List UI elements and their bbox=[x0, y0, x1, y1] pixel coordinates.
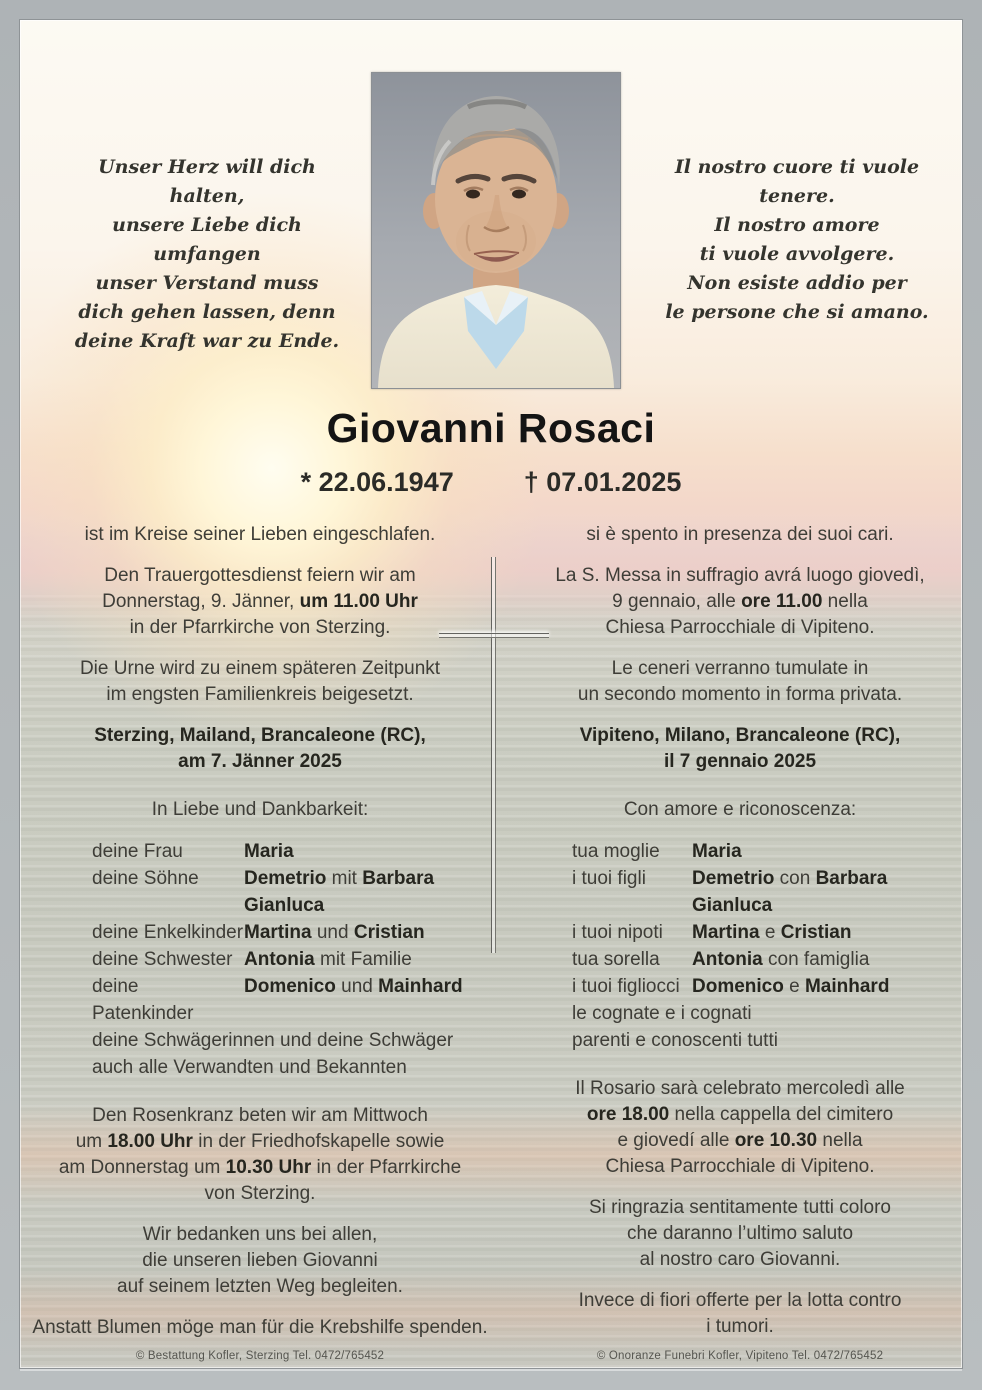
portrait-photo bbox=[371, 72, 621, 389]
relation-label: i tuoi figli bbox=[572, 868, 646, 889]
family-row bbox=[92, 865, 476, 892]
relation-label bbox=[572, 892, 692, 919]
relation-names: Martina und Cristian bbox=[244, 922, 425, 943]
relation-label: deine Enkelkinder bbox=[92, 922, 244, 943]
paragraphs-german-bottom bbox=[32, 1103, 488, 1341]
intro-line-italian: si è spento in presenza dei suoi cari. bbox=[586, 524, 894, 545]
poem-german: Unser Herz will dich halten, unsere Liebe dich umfangen unser Verstand muss dich gehen lassen, denn deine Kraft war zu Ende. bbox=[74, 156, 340, 352]
family-row bbox=[572, 892, 956, 919]
relation-names: Gianluca bbox=[244, 895, 325, 916]
relation-label: i tuoi figliocci bbox=[572, 976, 680, 997]
paragraph: Den Trauergottesdienst feiern wir am Donnerstag, 9. Jänner, um 11.00 Uhr in der Pfarrkirche von Sterzing. bbox=[102, 565, 418, 638]
relation-names: Gianluca bbox=[692, 895, 773, 916]
family-row bbox=[572, 865, 956, 892]
paragraph: Den Rosenkranz beten wir am Mittwoch um 18.00 Uhr in der Friedhofskapelle sowie am Donnerstag um 10.30 Uhr in der Pfarrkirche von Sterzing. bbox=[58, 1105, 462, 1204]
family-row bbox=[92, 946, 476, 973]
column-italian bbox=[524, 522, 956, 1340]
birth-date: * 22.06.1947 bbox=[300, 467, 454, 497]
relation-names: Martina e Cristian bbox=[692, 922, 852, 943]
family-row bbox=[572, 946, 956, 973]
column-german bbox=[32, 522, 488, 1341]
family-row-full: le cognate e i cognati bbox=[572, 1003, 752, 1024]
relation-label bbox=[92, 892, 244, 919]
family-row bbox=[572, 919, 956, 946]
paragraph: Anstatt Blumen möge man für die Krebshilfe spenden. bbox=[32, 1317, 488, 1338]
relation-names: Maria bbox=[692, 841, 742, 862]
relation-names: Demetrio con Barbara bbox=[692, 868, 888, 889]
relation-names: Domenico und Mainhard bbox=[244, 976, 463, 997]
family-list-german bbox=[44, 838, 476, 1081]
life-dates bbox=[20, 467, 962, 498]
family-row bbox=[92, 892, 476, 919]
relation-label: deine Schwester bbox=[92, 949, 233, 970]
relation-label: tua moglie bbox=[572, 841, 660, 862]
memorial-card bbox=[20, 20, 962, 1368]
footer-funeral-home-italian: © Onoranze Funebri Kofler, Vipiteno Tel. 0472/765452 bbox=[596, 1350, 884, 1362]
cross-icon-vertical bbox=[491, 557, 496, 953]
family-row bbox=[572, 973, 956, 1000]
relation-names: Demetrio mit Barbara bbox=[244, 868, 435, 889]
paragraph: La S. Messa in suffragio avrá luogo giovedì, 9 gennaio, alle ore 11.00 nella Chiesa Parrocchiale di Vipiteno. bbox=[555, 565, 925, 638]
relation-label: deine Patenkinder bbox=[92, 976, 194, 1024]
paragraph: In Liebe und Dankbarkeit: bbox=[151, 799, 369, 820]
family-row bbox=[572, 838, 956, 865]
death-date: † 07.01.2025 bbox=[523, 467, 682, 497]
family-row-full: parenti e conoscenti tutti bbox=[572, 1030, 778, 1051]
relation-label: i tuoi nipoti bbox=[572, 922, 663, 943]
family-row bbox=[92, 919, 476, 946]
footer-funeral-home-german: © Bestattung Kofler, Sterzing Tel. 0472/765452 bbox=[135, 1350, 385, 1362]
paragraph: Wir bedanken uns bei allen, die unseren lieben Giovanni auf seinem letzten Weg begleiten. bbox=[117, 1224, 403, 1297]
deceased-name: Giovanni Rosaci bbox=[326, 405, 656, 451]
paragraph: Sterzing, Mailand, Brancaleone (RC), am 7. Jänner 2025 bbox=[94, 725, 426, 772]
paragraph: Le ceneri verranno tumulate in un secondo momento in forma privata. bbox=[577, 658, 903, 705]
paragraph: Con amore e riconoscenza: bbox=[623, 799, 857, 820]
family-list-italian bbox=[524, 838, 956, 1054]
family-row-full: deine Schwägerinnen und deine Schwäger bbox=[92, 1030, 454, 1051]
relation-label: deine Söhne bbox=[92, 868, 199, 889]
relation-names: Antonia con famiglia bbox=[692, 949, 870, 970]
paragraph: Il Rosario sarà celebrato mercoledì alle ore 18.00 nella cappella del cimitero e giovedí alle ore 10.30 nella Chiesa Parrocchiale di Vipiteno. bbox=[575, 1078, 905, 1177]
family-row bbox=[92, 838, 476, 865]
relation-label: tua sorella bbox=[572, 949, 660, 970]
paragraph: Invece di fiori offerte per la lotta contro i tumori. bbox=[578, 1290, 902, 1337]
paragraphs-italian-bottom bbox=[524, 1076, 956, 1340]
relation-names: Antonia mit Familie bbox=[244, 949, 412, 970]
relation-names: Domenico e Mainhard bbox=[692, 976, 890, 997]
portrait-illustration bbox=[372, 73, 620, 388]
paragraphs-italian-top bbox=[524, 563, 956, 823]
family-row-full: auch alle Verwandten und Bekannten bbox=[92, 1057, 407, 1078]
paragraphs-german-top bbox=[44, 563, 476, 823]
paragraph: Die Urne wird zu einem späteren Zeitpunkt im engsten Familienkreis beigesetzt. bbox=[79, 658, 441, 705]
family-row bbox=[92, 973, 476, 1027]
paragraph: Si ringrazia sentitamente tutti coloro che daranno l’ultimo saluto al nostro caro Giovanni. bbox=[588, 1197, 892, 1270]
relation-label: deine Frau bbox=[92, 841, 183, 862]
relation-names: Maria bbox=[244, 841, 294, 862]
intro-line-german: ist im Kreise seiner Lieben eingeschlafen. bbox=[84, 524, 436, 545]
paragraph: Vipiteno, Milano, Brancaleone (RC), il 7 gennaio 2025 bbox=[579, 725, 901, 772]
poem-italian: Il nostro cuore ti vuole tenere. Il nostro amore ti vuole avvolgere. Non esiste addio per le persone che si amano. bbox=[665, 156, 929, 323]
